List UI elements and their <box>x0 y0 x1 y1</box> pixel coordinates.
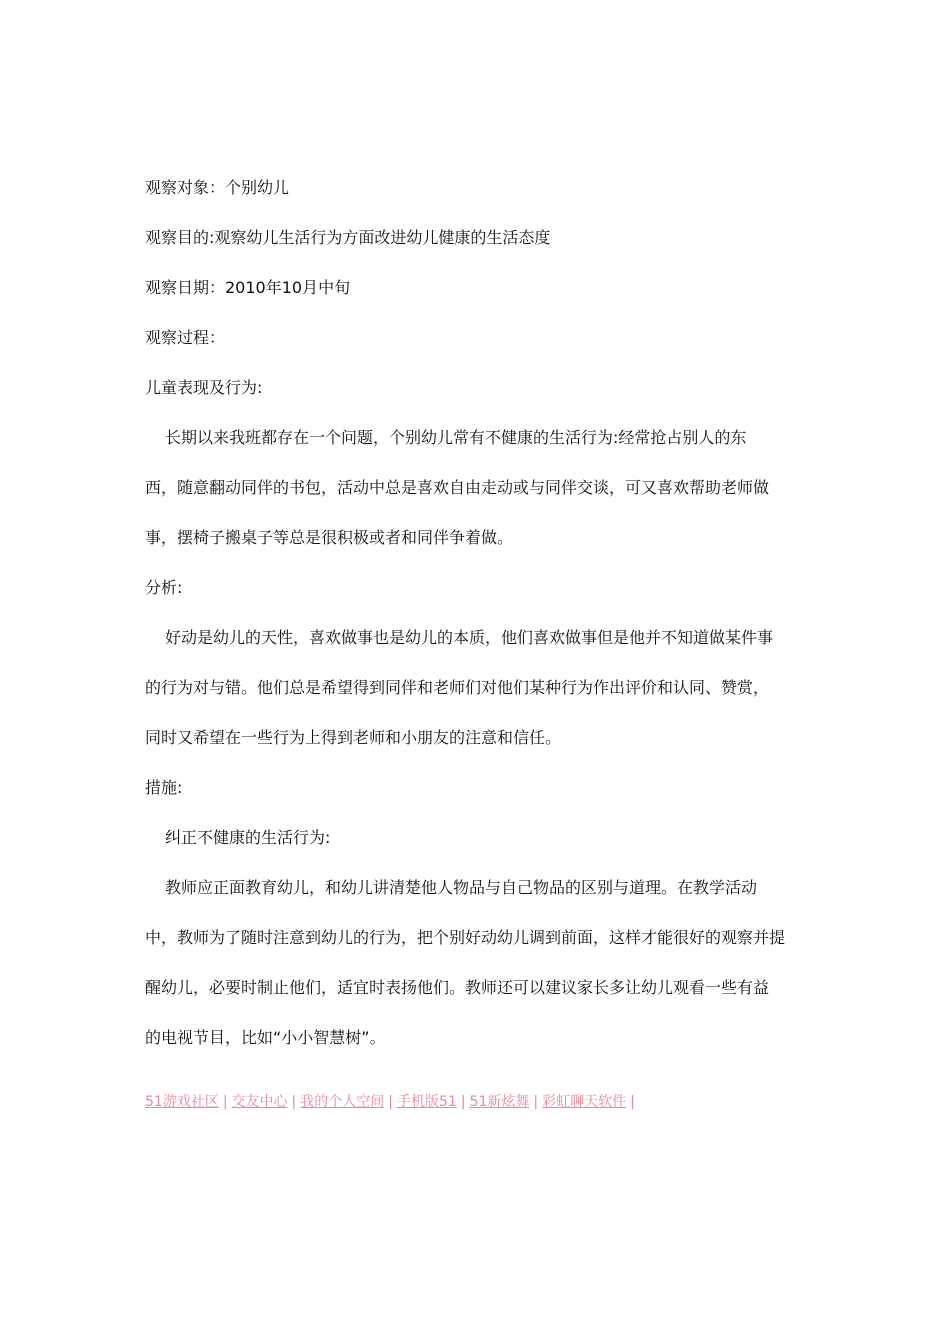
measures-subheading: 纠正不健康的生活行为: <box>165 828 331 847</box>
footer-link-game-community[interactable]: 51游戏社区 <box>145 1094 219 1110</box>
footer-links <box>145 1088 639 1116</box>
measures-paragraph-line: 醒幼儿，必要时制止他们，适宜时表扬他们。教师还可以建议家长多让幼儿观看一些有益 <box>145 978 770 997</box>
document-body <box>145 170 810 1070</box>
observation-process-heading: 观察过程： <box>145 328 226 347</box>
measures-paragraph-line: 中，教师为了随时注意到幼儿的行为，把个别好动幼儿调到前面，这样才能很好的观察并提 <box>145 928 786 947</box>
footer-link-rainbow-chat[interactable]: 彩虹聊天软件 <box>542 1094 627 1110</box>
analysis-paragraph-line: 好动是幼儿的天性，喜欢做事也是幼儿的本质，他们喜欢做事但是他并不知道做某件事 <box>165 628 774 647</box>
footer-link-mobile-version[interactable]: 手机版51 <box>396 1094 457 1110</box>
observation-target: 观察对象：个别幼儿 <box>145 178 290 197</box>
footer-link-friends-center[interactable]: 交友中心 <box>231 1094 288 1110</box>
link-separator: | <box>533 1094 539 1110</box>
measures-heading: 措施: <box>145 778 183 797</box>
footer-link-new-dance[interactable]: 51新炫舞 <box>469 1094 530 1110</box>
measures-paragraph-line: 教师应正面教育幼儿，和幼儿讲清楚他人物品与自己物品的区别与道理。在教学活动 <box>165 878 758 897</box>
link-separator: | <box>222 1094 228 1110</box>
behavior-paragraph-line: 长期以来我班都存在一个问题，个别幼儿常有不健康的生活行为:经常抢占别人的东 <box>165 428 747 447</box>
observation-purpose: 观察目的:观察幼儿生活行为方面改进幼儿健康的生活态度 <box>145 228 551 247</box>
measures-paragraph-line: 的电视节目，比如“小小智慧树”。 <box>145 1028 386 1047</box>
link-separator: | <box>460 1094 466 1110</box>
analysis-heading: 分析: <box>145 578 183 597</box>
behavior-paragraph-line: 西，随意翻动同伴的书包，活动中总是喜欢自由走动或与同伴交谈，可又喜欢帮助老师做 <box>145 478 770 497</box>
analysis-paragraph-line: 同时又希望在一些行为上得到老师和小朋友的注意和信任。 <box>145 728 562 747</box>
link-separator: | <box>388 1094 393 1110</box>
behavior-paragraph-line: 事，摆椅子搬桌子等总是很积极或者和同伴争着做。 <box>145 528 514 547</box>
observation-date: 观察日期：2010年10月中旬 <box>145 278 351 297</box>
analysis-paragraph-line: 的行为对与错。他们总是希望得到同伴和老师们对他们某种行为作出评价和认同、赞赏， <box>145 678 770 697</box>
link-separator: | <box>630 1094 635 1110</box>
behavior-heading: 儿童表现及行为: <box>145 378 263 397</box>
footer-link-personal-space[interactable]: 我的个人空间 <box>300 1094 385 1110</box>
link-separator: | <box>291 1094 297 1110</box>
